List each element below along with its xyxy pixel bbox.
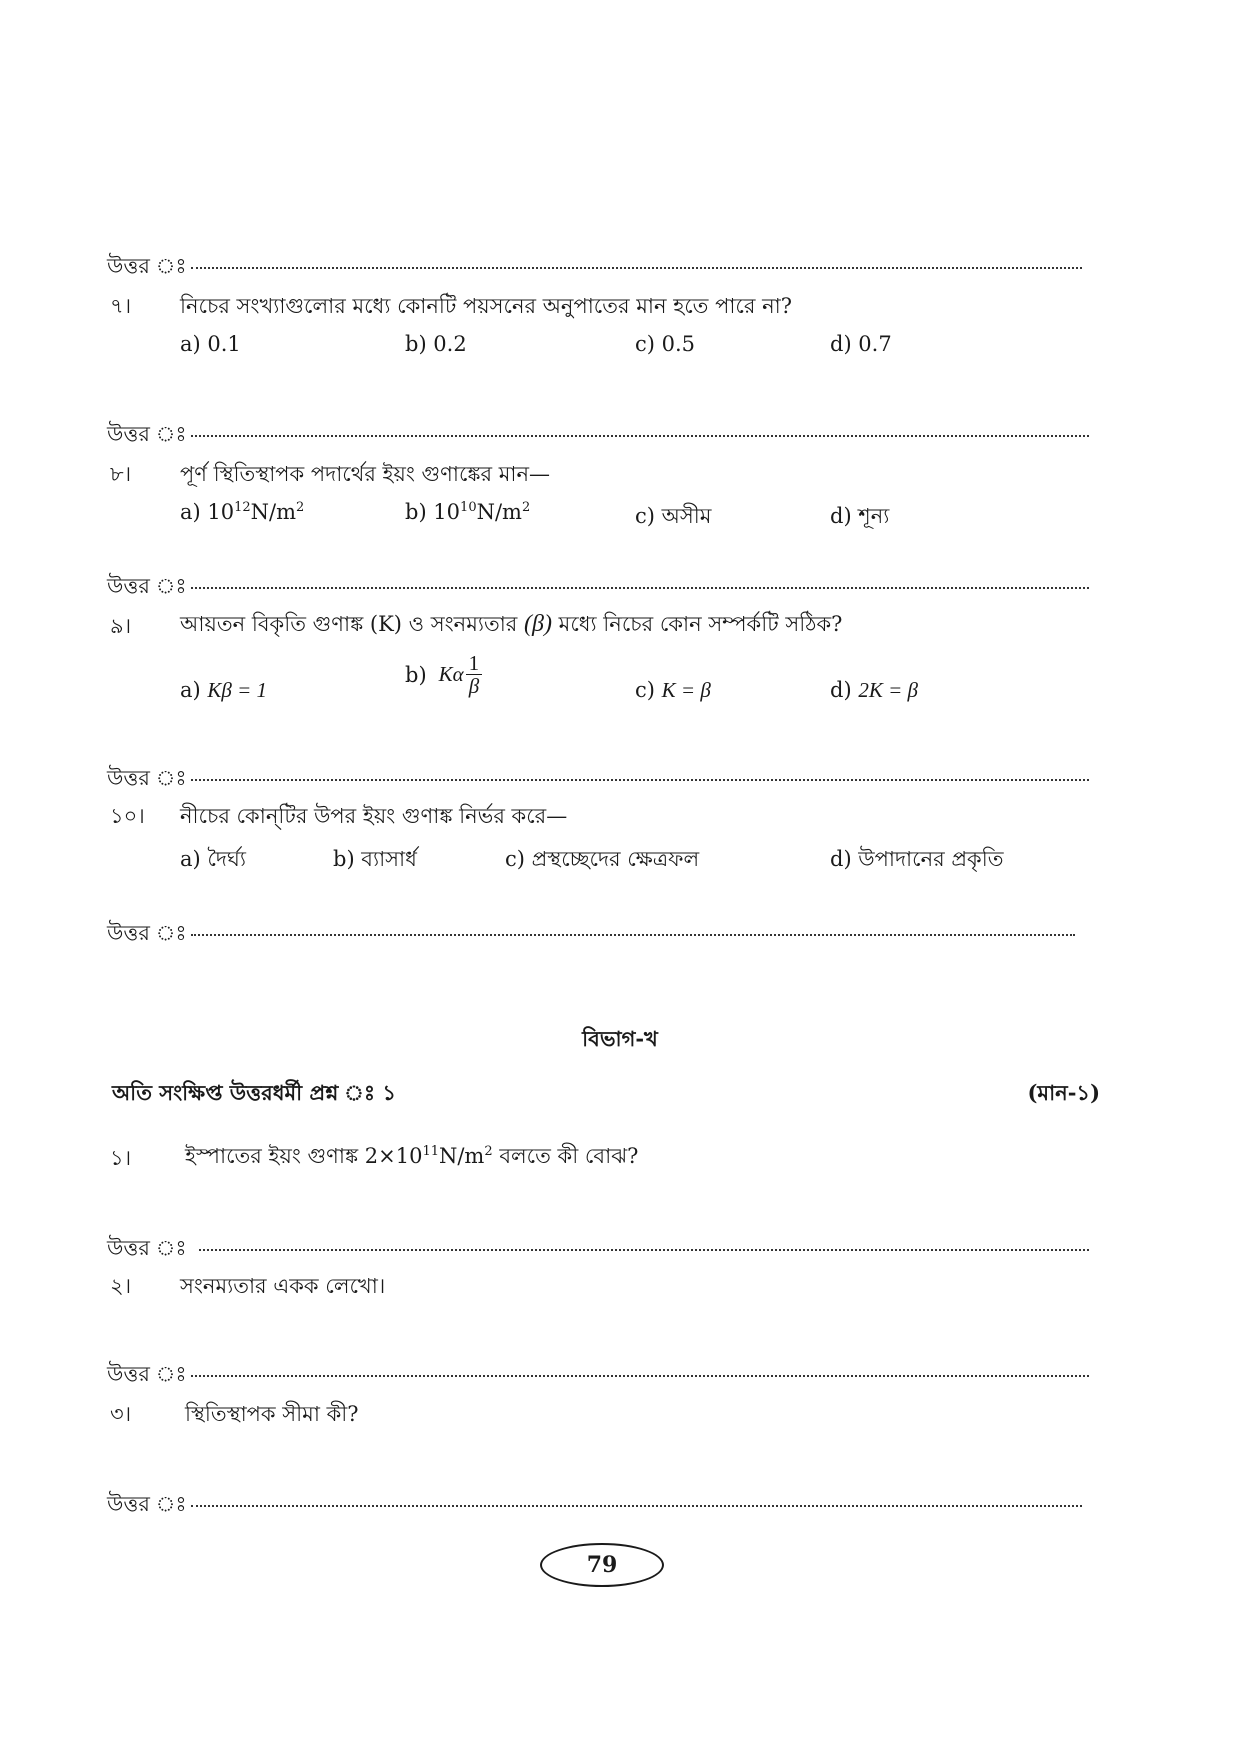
- answer-line[interactable]: [107, 1232, 1089, 1267]
- answer-label: উত্তর ঃ: [107, 1362, 187, 1386]
- option-a: a) 0.1: [180, 332, 241, 356]
- question-text: ইস্পাতের ইয়ং গুণাঙ্ক $2\times 10^{11}N/m^2$ বলতে কী বোঝ?: [185, 1144, 639, 1168]
- option-d: d) শূন্য: [830, 504, 890, 528]
- option-b: b) Kα $\frac{1}{\beta}$: [405, 652, 482, 697]
- answer-line[interactable]: [107, 762, 1089, 797]
- option-d: d) উপাদানের প্রকৃতি: [830, 847, 1004, 871]
- option-b: b) ব্যাসার্ধ: [333, 847, 417, 871]
- question-number: ৭।: [110, 294, 132, 318]
- option-d: d) 0.7: [830, 332, 892, 356]
- answer-line[interactable]: [107, 250, 1082, 285]
- option-a: a) $10^{12}N/m^2$: [180, 500, 305, 524]
- option-b: b) 0.2: [405, 332, 467, 356]
- option-d: d) 2K = β: [830, 678, 918, 702]
- answer-line[interactable]: [107, 1358, 1089, 1393]
- section-title: বিভাগ-খ: [582, 1026, 658, 1051]
- section-subtitle: অতি সংক্ষিপ্ত উত্তরধর্মী প্রশ্ন ঃ ১: [112, 1080, 396, 1105]
- answer-label: উত্তর ঃ: [107, 1236, 187, 1260]
- question-number: ৮।: [110, 462, 132, 486]
- option-c: c) K = β: [635, 678, 711, 702]
- question-number: ১০।: [110, 804, 145, 828]
- question-number: ৯।: [110, 614, 132, 638]
- answer-label: উত্তর ঃ: [107, 766, 187, 790]
- question-number: ১।: [110, 1146, 132, 1170]
- answer-line[interactable]: [107, 1488, 1082, 1523]
- section-marks: (মান-১): [1027, 1080, 1100, 1105]
- answer-label: উত্তর ঃ: [107, 422, 187, 446]
- question-text: নিচের সংখ্যাগুলোর মধ্যে কোনটি পয়সনের অনুপাতের মান হতে পারে না?: [180, 294, 792, 318]
- answer-line[interactable]: [107, 917, 1075, 952]
- option-a: a) Kβ = 1: [180, 678, 268, 702]
- option-b: b) $10^{10}N/m^2$: [405, 500, 531, 524]
- answer-label: উত্তর ঃ: [107, 921, 187, 945]
- option-c: c) অসীম: [635, 504, 712, 528]
- question-text: আয়তন বিকৃতি গুণাঙ্ক (K) ও সংনম্যতার (β) মধ্যে নিচের কোন সম্পর্কটি সঠিক?: [180, 611, 843, 637]
- page-number: 79: [540, 1543, 664, 1587]
- question-number: ২।: [110, 1274, 132, 1298]
- question-text: সংনম্যতার একক লেখো।: [180, 1274, 386, 1298]
- answer-line[interactable]: [107, 418, 1089, 453]
- question-text: স্থিতিস্থাপক সীমা কী?: [185, 1402, 359, 1426]
- question-text: নীচের কোন্‌টির উপর ইয়ং গুণাঙ্ক নির্ভর করে—: [180, 804, 568, 828]
- answer-label: উত্তর ঃ: [107, 574, 187, 598]
- question-text: পূর্ণ স্থিতিস্থাপক পদার্থের ইয়ং গুণাঙ্কের মান—: [180, 462, 551, 486]
- question-number: ৩।: [110, 1402, 132, 1426]
- answer-label: উত্তর ঃ: [107, 1492, 187, 1516]
- option-c: c) 0.5: [635, 332, 696, 356]
- answer-label: উত্তর ঃ: [107, 254, 187, 278]
- option-a: a) দৈর্ঘ্য: [180, 847, 246, 871]
- option-c: c) প্রস্থচ্ছেদের ক্ষেত্রফল: [505, 847, 700, 871]
- answer-line[interactable]: [107, 570, 1089, 605]
